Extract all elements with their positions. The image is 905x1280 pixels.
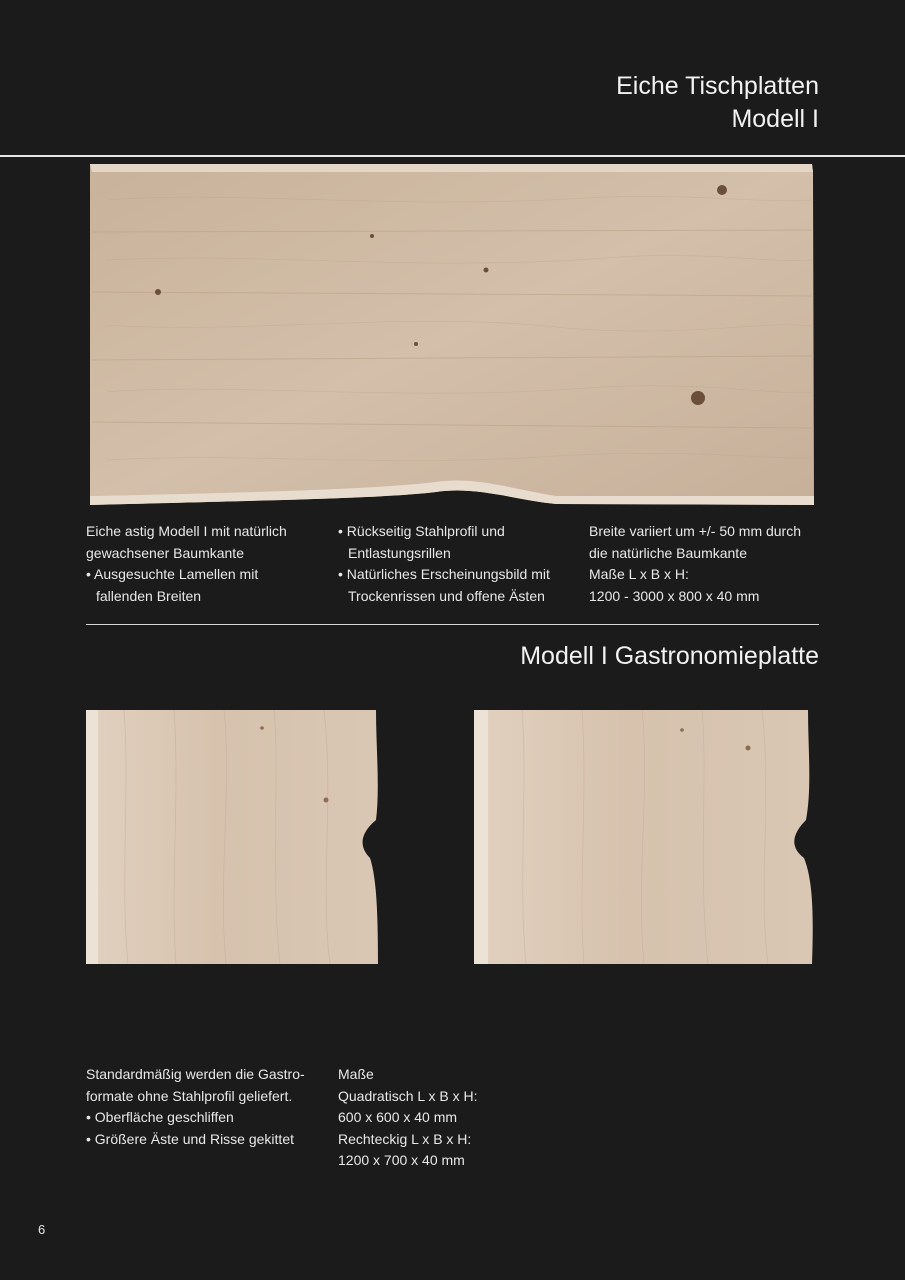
gastro-text-line: 1200 x 700 x 40 mm <box>338 1152 465 1168</box>
gastro-text-line: Standardmäßig werden die Gastro- <box>86 1066 305 1082</box>
tabletop-image <box>86 160 816 515</box>
section-divider <box>86 624 819 625</box>
gastro-plate-image-2 <box>472 708 818 968</box>
page-number: 6 <box>38 1222 46 1237</box>
gastro-text-line: 600 x 600 x 40 mm <box>338 1109 458 1125</box>
model-text-line: 1200 - 3000 x 800 x 40 mm <box>589 587 760 604</box>
model-text-line: Trockenrissen und offene Ästen <box>348 587 545 604</box>
model-description-col1 <box>86 521 287 607</box>
gastro-text-line: Maße <box>338 1066 374 1082</box>
model-text-line: Breite variiert um +/- 50 mm durch <box>589 523 802 539</box>
gastro-text-line: Quadratisch L x B x H: <box>338 1087 478 1104</box>
gastro-section-title: Modell I Gastronomieplatte <box>520 642 819 670</box>
gastro-text-line: Rechteckig L x B x H: <box>338 1130 472 1147</box>
model-text-line: Eiche astig Modell I mit natürlich <box>86 523 287 539</box>
top-divider <box>0 155 905 157</box>
model-text-line: Entlastungsrillen <box>348 544 451 561</box>
model-text-line: • Natürliches Erscheinungsbild mit <box>338 566 550 582</box>
title-line-1: Eiche Tischplatten <box>616 72 819 100</box>
model-text-line: gewachsener Baumkante <box>86 544 244 561</box>
gastro-description-col2 <box>338 1064 478 1172</box>
model-text-line: Maße L x B x H: <box>589 566 689 582</box>
title-line-2: Modell I <box>731 105 819 133</box>
model-text-line: fallenden Breiten <box>96 587 202 604</box>
gastro-plate-image-1 <box>84 708 382 968</box>
gastro-description-col1 <box>86 1064 305 1150</box>
model-text-line: • Ausgesuchte Lamellen mit <box>86 566 259 582</box>
model-description-col3 <box>589 521 801 607</box>
gastro-text-line: • Größere Äste und Risse gekittet <box>86 1130 294 1147</box>
gastro-text-line: formate ohne Stahlprofil geliefert. <box>86 1087 293 1104</box>
model-text-line: • Rückseitig Stahlprofil und <box>338 523 505 539</box>
gastro-text-line: • Oberfläche geschliffen <box>86 1109 234 1125</box>
page-title <box>616 70 819 136</box>
model-description-col2 <box>338 521 550 607</box>
model-text-line: die natürliche Baumkante <box>589 544 747 561</box>
